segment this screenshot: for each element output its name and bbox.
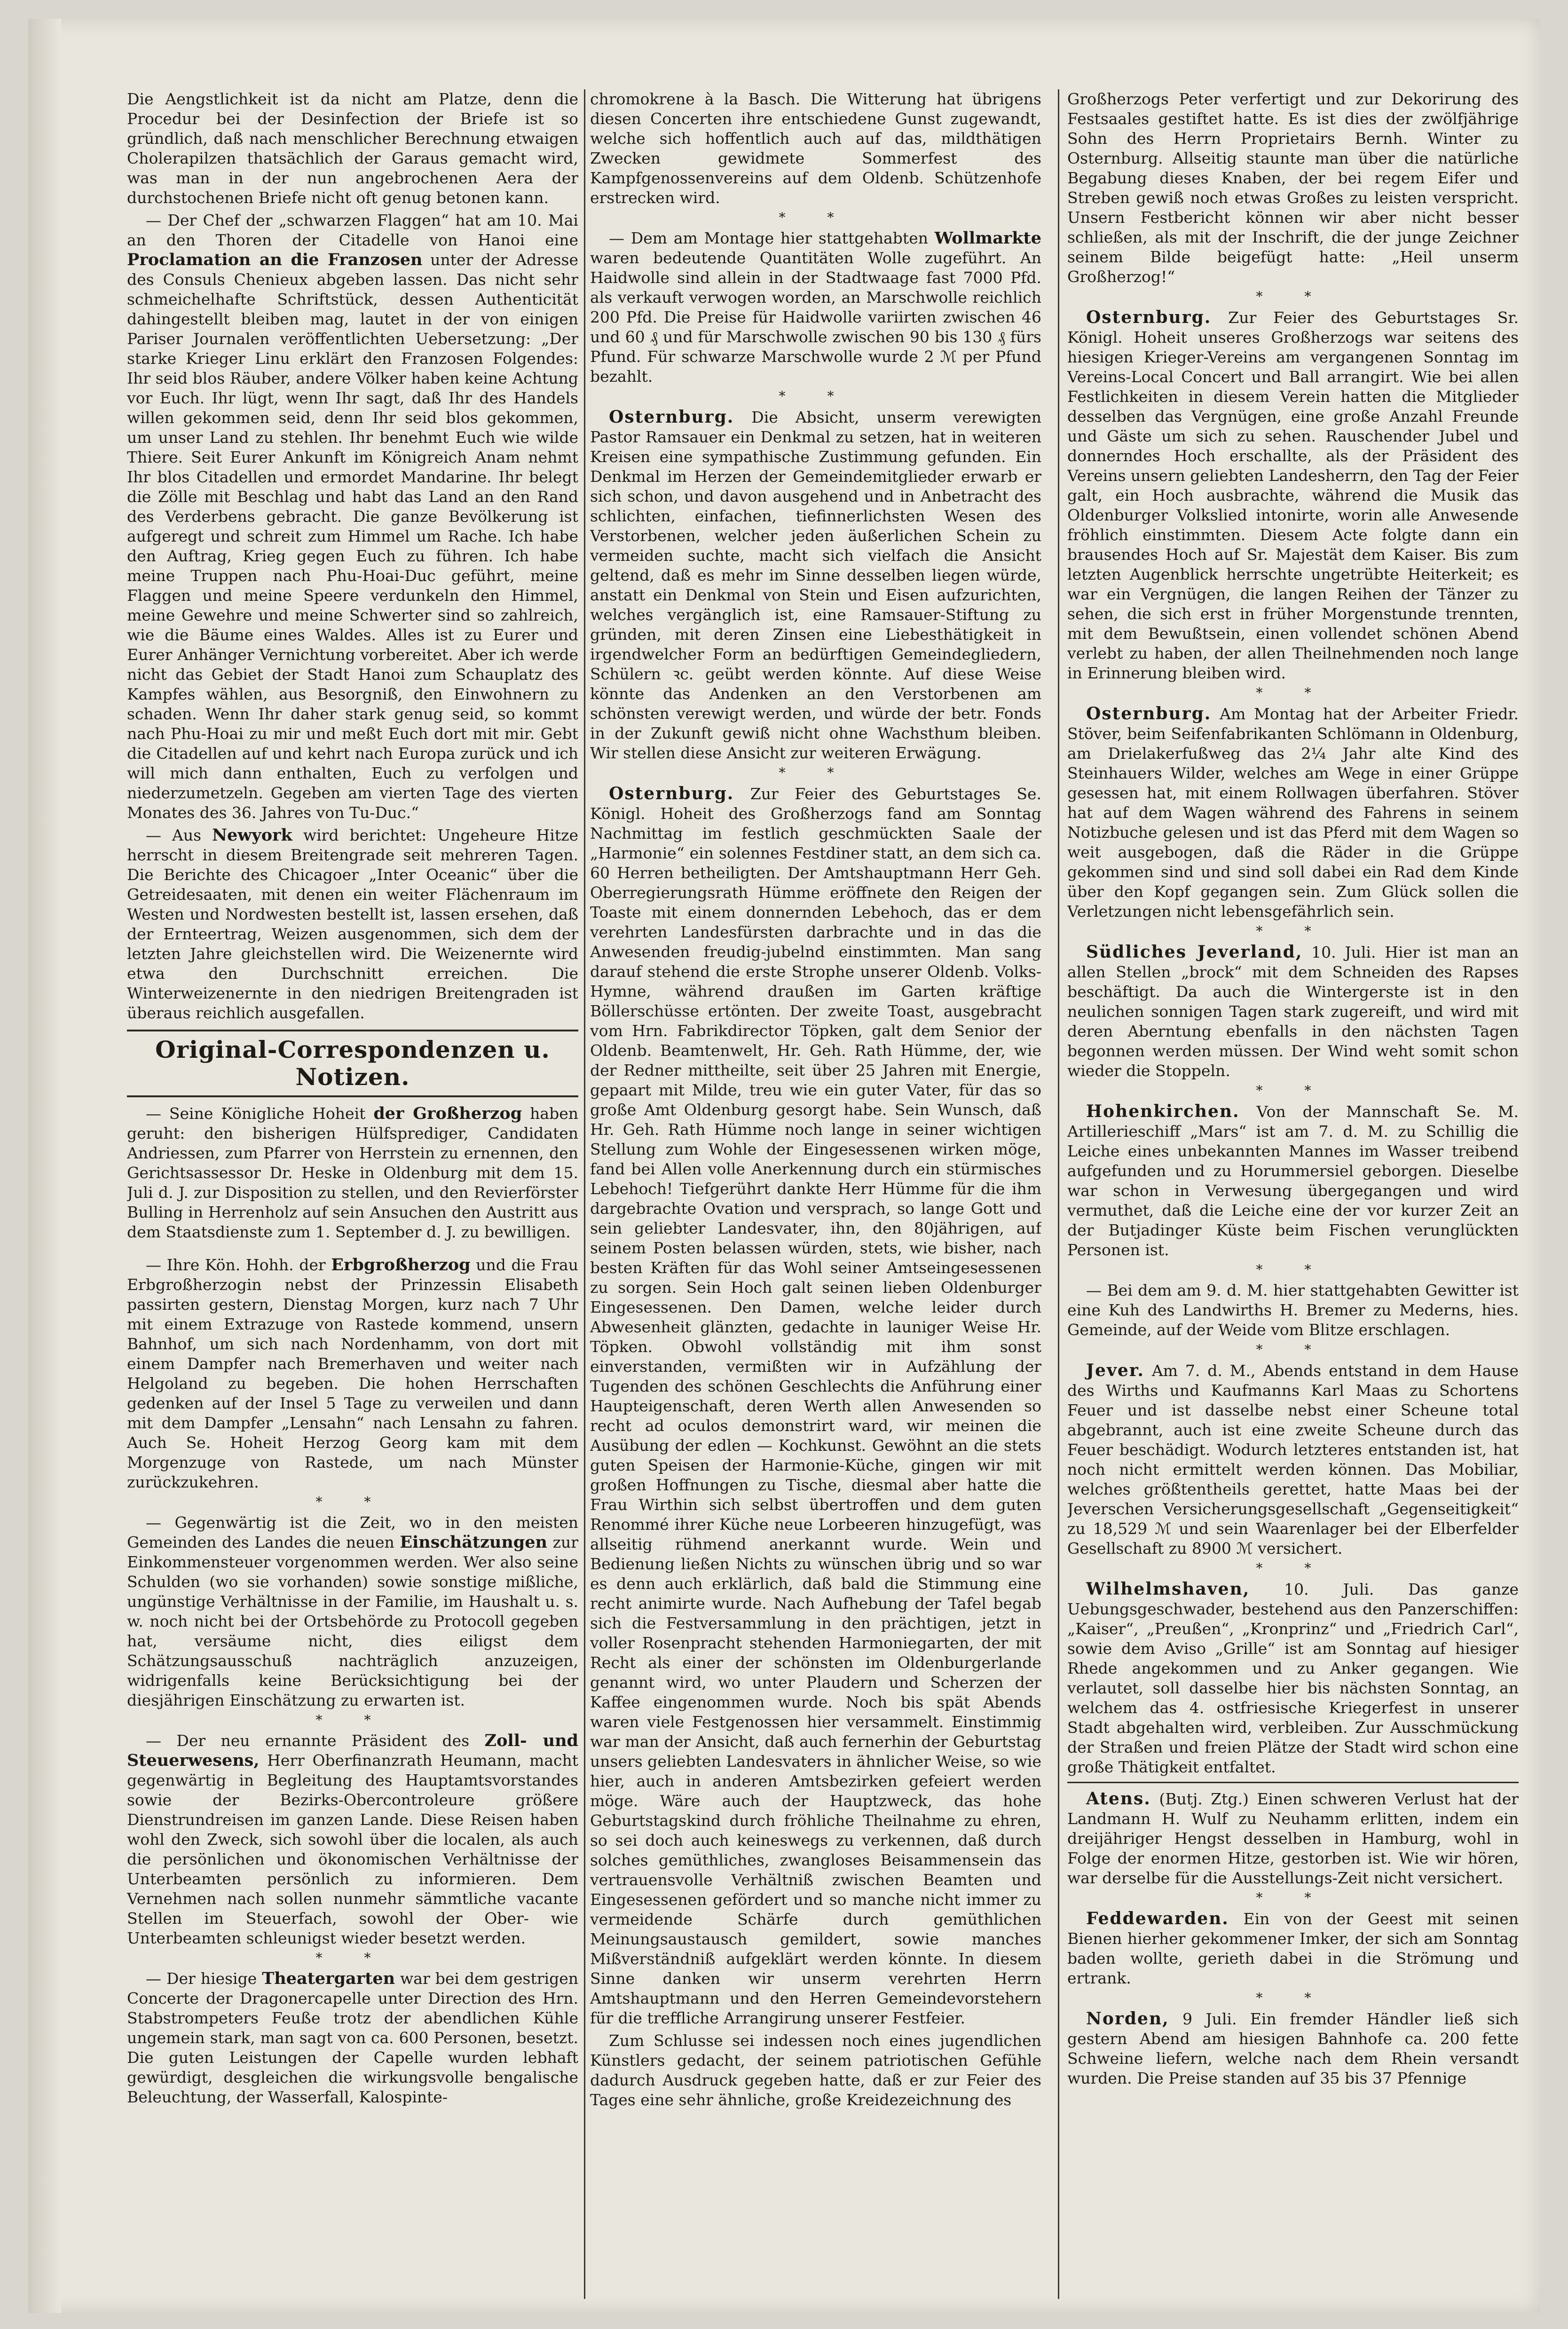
separator-stars: * * <box>315 1950 390 1966</box>
separator-stars: * * <box>1256 1560 1330 1576</box>
separator-stars: * * <box>1256 685 1330 700</box>
separator-stars: * * <box>1256 1262 1330 1277</box>
article-paragraph <box>1067 1102 1519 1260</box>
dateline: Atens. <box>1086 1789 1151 1809</box>
text-run: Zur Feier des Geburtstages Se. Königl. Hoheit des Großherzogs fand am Sonntag Nachmittag im festlich geschmückten Saale der „Harmonie“ ein solennes Festdiner statt, an dem sich ca. 60 Herren betheiligten. Der Amtshauptmann Herr Geh. Oberregierungsrath Hümme eröffnete den Reigen der Toaste mit einem donnernden Lebehoch, das er dem verehrten Landesfürsten darbrachte und in das die Anwesenden freudig-jubelnd einstimmten. Man sang darauf stehend die erste Strophe unserer Oldenb. Volks-Hymne, während draußen im Garten kräftige Böllerschüsse ertönten. Der zweite Toast, ausgebracht vom Hrn. Fabrikdirector Töpken, galt dem Senior der Oldenb. Beamtenwelt, Hr. Geh. Rath Hümme, der, wie der Redner mittheilte, seit über 25 Jahren mit Energie, gepaart mit Milde, treu wie ein guter Vater, für das so große Amt Oldenburg gesorgt habe. Sein Wunsch, daß Hr. Geh. Rath Hümme noch lange in seiner wichtigen Stellung zum Wohle der Eingesessenen wirken möge, fand bei Allen volle Anerkennung durch ein stürmisches Lebehoch! Tiefgerührt dankte Herr Hümme für die ihm dargebrachte Ovation und versprach, so lange Gott und sein geliebter Landesvater, ihn, den 80jährigen, auf seinem Posten belassen würden, stets, wie bisher, nach besten Kräften für das Wohl seiner Amtseingesessenen zu sorgen. Sein Hoch galt seinen lieben Oldenburger Eingesessenen. Den Damen, welche leider durch Abwesenheit glänzten, gedachte in launiger Weise Hr. Töpken. Obwohl vollständig mit ihm sonst einverstanden, vermißten wir in Aufzählung der Tugenden des schönen Geschlechts die Anführung einer Haupteigenschaft, deren Werth allen Anwesenden so recht ad oculos demonstrirt ward, wir meinen die Ausübung der edlen — Kochkunst. Gewöhnt an die stets guten Speisen der Harmonie-Küche, gingen wir mit großen Hoffnungen zu Tische, diesmal aber hatte die Frau Wirthin sich selbst übertroffen und dem guten Renommé ihrer Küche neue Lorbeeren hinzugefügt, was allseitig rühmend anerkannt wurde. Wein und Bedienung ließen Nichts zu wünschen übrig und so war es denn auch erklärlich, daß bald die Stimmung eine recht animirte wurde. Nach Aufhebung der Tafel begab sich die Festversammlung in den prächtigen, jetzt in voller Rosenpracht stehenden Harmoniegarten, der mit Recht als einer der schönsten im Oldenburgerlande genannt wird, wo unter Plaudern und Scherzen der Kaffee eingenommen wurde. Noch bis spät Abends waren viele Festgenossen hier versammelt. Einstimmig war man der Ansicht, daß auch fernerhin der Geburtstag unsers geliebten Landesvaters in ähnlicher Weise, so wie hier, auch in anderen Amtsbezirken gefeiert werden möge. Wäre auch der Hauptzweck, das hohe Geburtstagskind durch fröhliche Theilnahme zu ehren, so sei doch auch keineswegs zu verkennen, daß durch solches gemüthliches, zwangloses Beisammensein das vertrauensvolle Verhältniß zwischen Beamten und Eingesessenen gefördert und so manche nicht immer zu vermeidende Schärfe durch gemüthlichen Meinungsaustausch gemildert, sowie manches Mißverständniß aufgeklärt werden könnte. In diesem Sinne danken wir unserm verehrten Herrn Amtshauptmann und den Herren Gemeindevorstehern für die treffliche Arrangirung unserer Festfeier. <box>590 785 1041 2027</box>
article-paragraph: Die Aengstlichkeit ist da nicht am Platze, denn die Procedur bei der Desinfection der Briefe ist so gründlich, daß nach menschlicher Berechnung etwaigen Cholerapilzen thatsächlich der Garaus gemacht wird, was man in der nun angebrochenen Aera der durchstochenen Briefe nicht oft genug betonen kann. <box>127 90 578 207</box>
article-paragraph: chromokrene à la Basch. Die Witterung hat übrigens diesen Concerten ihre entschiedene Gunst zugewandt, welche sich hoffentlich auch auf das, mildthätigen Zwecken gewidmete Sommerfest des Kampfgenossenvereins auf dem Oldenb. Schützenhofe erstrecken wird. <box>590 90 1041 207</box>
headline-run: Einschätzungen <box>400 1533 547 1552</box>
dateline: Feddewarden. <box>1086 1909 1229 1928</box>
dateline: Norden, <box>1086 2009 1169 2029</box>
article-paragraph <box>127 1969 578 2107</box>
column-rule <box>1058 89 1059 2299</box>
article-paragraph <box>127 1104 578 1242</box>
text-run: — Der hiesige <box>146 1969 257 1988</box>
text-run: war bei dem gestrigen Concerte der Dragonercapelle unter Direction des Hrn. Stabstrompeters Feuße trotz der abendlichen Kühle ungemein stark, man sagt von ca. 600 Personen, besetzt. Die guten Leistungen der Capelle wurden lebhaft gewürdigt, desgleichen die wirkungsvolle bengalische Beleuchtung, der Wasserfall, Kalospinte- <box>127 1969 578 2106</box>
dateline: Osternburg. <box>609 784 734 803</box>
text-run: Herr Oberfinanzrath Heumann, macht gegenwärtig in Begleitung des Hauptamtsvorstandes sowie der Bezirks-Obercontroleure größere Dienstrundreisen im ganzen Lande. Diese Reisen haben wohl den Zweck, sich sowohl über die localen, als auch die persönlichen und ökonomischen Verhältnisse der Unterbeamten persönlich zu informieren. Dem Vernehmen nach sollen nunmehr sämmtliche vacante Stellen im Steuerfach, sowohl der Ober- wie Unterbeamten schleunigst wieder besetzt werden. <box>127 1751 578 1947</box>
headline-run: Zoll- und Steuerwesens, <box>127 1731 578 1770</box>
article-paragraph: Zum Schlusse sei indessen noch eines jugendlichen Künstlers gedacht, der seinem patriotischen Gefühle dadurch Ausdruck gegeben hatte, daß er zur Feier des Tages eine sehr ähnliche, große Kreidezeichnung des <box>590 2031 1041 2109</box>
section-heading: Original-Correspondenzen u. Notizen. <box>127 1030 578 1097</box>
text-run: zur Einkommensteuer vorgenommen werden. Wer also seine Schulden (wo sie vorhanden) sowie sonstige mißliche, ungünstige Verhältnisse in der Familie, im Haushalt u. s. w. noch nicht bei der Ortsbehörde zu Protocoll gegeben hat, versäume nicht, dies eiligst dem Schätzungsausschuß nachträglich anzuzeigen, widrigenfalls keine Berücksichtigung bei der diesjährigen Einschätzung zu erwarten ist. <box>127 1533 578 1709</box>
headline-run: Proclamation an die Franzosen <box>127 250 423 269</box>
text-run: — Gegenwärtig ist die Zeit, wo in den meisten Gemeinden des Landes die neuen <box>127 1513 578 1551</box>
text-run: und die Frau Erbgroßherzogin nebst der Prinzessin Elisabeth passirten gestern, Dienstag Morgen, kurz nach 7 Uhr mit einem Extrazuge von Rastede kommend, unsern Bahnhof, um sich nach Nordenhamm, von dort mit einem Dampfer nach Bremerhaven und weiter nach Helgoland zu begeben. Die hohen Herrschaften gedenken auf der Insel 5 Tage zu verweilen und dann mit dem Dampfer „Lensahn“ nach Lensahn zu fahren. Auch Se. Hoheit Herzog Georg kam mit dem Morgenzuge von Rastede, um nach Münster zurückzukehren. <box>127 1256 578 1491</box>
column-3 <box>1067 89 1519 2299</box>
article-paragraph: — Bei dem am 9. d. M. hier stattgehabten Gewitter ist eine Kuh des Landwirths H. Bremer zu Mederns, hies. Gemeinde, auf der Weide vom Blitze erschlagen. <box>1067 1281 1519 1339</box>
text-run: — Der Chef der „schwarzen Flaggen“ hat am 10. Mai an den Thoren der Citadelle von Hanoi eine <box>127 211 578 249</box>
dateline: Südliches Jeverland, <box>1086 942 1303 962</box>
text-run: — Dem am Montage hier stattgehabten <box>609 229 928 247</box>
separator-stars: * * <box>1256 923 1330 939</box>
article-paragraph <box>1067 1789 1519 1888</box>
article-paragraph <box>1067 2009 1519 2088</box>
text-run: — Seine Königliche Hoheit <box>146 1104 366 1123</box>
text-run: 10. Juli. Das ganze Uebungsgeschwader, bestehend aus den Panzerschiffen: „Kaiser“, „Preußen“, „Kronprinz“ und „Friedrich Carl“, sowie dem Aviso „Grille“ ist am Sonntag auf hiesiger Rhede angekommen und zu Anker gegangen. Wie verlautet, soll dasselbe hier bis nächsten Sonntag, an welchem das 4. ostfriesische Kriegerfest in unserer Stadt abgehalten wird, verbleiben. Zur Ausschmückung der Straßen und freien Plätze der Stadt wird schon eine große Thätigkeit entfaltet. <box>1067 1580 1519 1776</box>
article-paragraph <box>1067 307 1519 683</box>
article-paragraph <box>1067 1579 1519 1777</box>
separator-stars: * * <box>779 765 853 780</box>
dateline: Hohenkirchen. <box>1086 1102 1240 1121</box>
headline-run: Wollmarkte <box>934 228 1041 248</box>
article-paragraph <box>1067 1909 1519 1988</box>
text-run: Am 7. d. M., Abends entstand in dem Hause des Wirths und Kaufmanns Karl Maas zu Schortens Feuer und ist dasselbe nebst einer Scheune total abgebrannt, auch ist eine zweite Scheune durch das Feuer beschädigt. Wodurch letzteres entstanden ist, hat noch nicht ermittelt werden können. Das Mobiliar, welches größtentheils gerettet, hatte Maas bei der Jeverschen Versicherungsgesellschaft „Gegenseitigkeit“ zu 18,529 ℳ und sein Waarenlager bei der Elberfelder Gesellschaft zu 8900 ℳ versichert. <box>1067 1361 1519 1558</box>
text-run: haben geruht: den bisherigen Hülfsprediger, Candidaten Andriessen, zum Pfarrer von Herrstein zu ernennen, den Gerichtsassessor Dr. Heske in Oldenburg mit dem 15. Juli d. J. zur Disposition zu stellen, und den Revierförster Bulling in Herrenholz auf sein Ansuchen den Austritt aus dem Staatsdienste zum 1. September d. J. zu bewilligen. <box>127 1104 578 1241</box>
article-paragraph <box>1067 704 1519 921</box>
text-run: 9 Juli. Ein fremder Händler ließ sich gestern Abend am hiesigen Bahnhofe ca. 200 fette Schweine liefern, welche nach dem Rhein versandt wurden. Die Preise standen auf 35 bis 37 Pfennige <box>1067 2010 1519 2087</box>
text-run: Am Montag hat der Arbeiter Friedr. Stöver, beim Seifenfabrikanten Schlömann in Oldenburg, am Drielakerfußweg das 2¼ Jahr alte Kind des Steinhauers Wilder, welches am Wege in einer Grüppe gesessen hat, mit einem Rollwagen überfahren. Stöver hat auf dem Wagen während des Fahrens in seinem Notizbuche gelesen und ist das Pferd mit dem Wagen so weit ausgebogen, daß die Räder in die Grüppe gekommen sind und sind soll dabei ein Rad dem Kinde über den Kopf gegangen sein. Zum Glück sollen die Verletzungen nicht lebensgefährlich sein. <box>1067 705 1519 921</box>
article-paragraph: Großherzogs Peter verfertigt und zur Dekorirung des Festsaales gestiftet hatte. Es ist dies der zwölfjährige Sohn des Herrn Proprietairs Bernh. Winter zu Osternburg. Allseitig staunte man über die natürliche Begabung dieses Knaben, der bei regem Eifer und Streben gewiß noch etwas Großes zu leisten verspricht. Unsern Festbericht können wir aber nicht besser schließen, als mit der Inschrift, die der junge Zeichner seinem Bilde beigefügt hatte: „Heil unserm Großherzog!“ <box>1067 90 1519 286</box>
separator-stars: * * <box>1256 289 1330 304</box>
article-paragraph <box>590 228 1041 386</box>
article-paragraph <box>590 784 1041 2028</box>
dateline: Osternburg. <box>1086 704 1212 724</box>
text-run: unter der Adresse des Consuls Chenieux abgeben lassen. Das nicht sehr schmeichelhafte Schriftstück, dessen Authenticität dahingestellt bleiben mag, lautet in der von einigen Pariser Journalen veröffentlichten Uebersetzung: „Der starke Krieger Linu erklärt den Franzosen Folgendes: Ihr seid blos Räuber, andere Völker haben keine Achtung vor Euch. Ihr lügt, wenn Ihr sagt, daß Ihr des Handels willen gekommen seid, denn Ihr seid blos gekommen, um unser Land zu stehlen. Ihr benehmt Euch wie wilde Thiere. Seit Eurer Ankunft im Königreich Anam nehmt Ihr blos Citadellen und ermordet Mandarine. Ihr belegt die Zölle mit Beschlag und habt das Land an den Rand des Verderbens gebracht. Die ganze Bevölkerung ist aufgeregt und schreit zum Himmel um Rache. Ich habe den Auftrag, Krieg gegen Euch zu führen. Ich habe meine Truppen nach Phu-Hoai-Duc geführt, meine Flaggen und meine Speere verdunkeln den Himmel, meine Gewehre und meine Schwerter sind so zahlreich, wie die Bäume eines Waldes. Alles ist zu Eurer und Eurer Anhänger Vernichtung vorbereitet. Aber ich werde nicht das Gebiet der Stadt Hanoi zum Schauplatz des Kampfes wählen, aus Besorgniß, den Einwohnern zu schaden. Wenn Ihr daher stark genug seid, so kommt nach Phu-Hoai zu mir und meßt Euch dort mit mir. Gebt die Citadellen auf und kehrt nach Europa zurück und ich will mich dann enthalten, Euch zu verfolgen und niederzumetzeln. Gegeben am vierten Tage des vierten Monates des 36. Jahres von Tu-Duc.“ <box>127 251 578 822</box>
dateline: Osternburg. <box>1086 307 1212 327</box>
text-run: wird berichtet: Ungeheure Hitze herrscht in diesem Breitengrade seit mehreren Tagen. Die Berichte des Chicagoer „Inter Oceanic“ über die Getreidesaaten, mit denen ein weiter Flächenraum im Westen und Nordwesten bestellt ist, lassen ersehen, daß der Ernteertrag, Weizen ausgenommen, sich dem der letzten Jahre gleichstellen wird. Die Weizenernte wird etwa den Durchschnitt erreichen. Die Winterweizenernte in den niedrigen Breitengraden ist überaus reichlich ausgefallen. <box>127 826 578 1022</box>
article-paragraph <box>127 211 578 823</box>
text-run: Ein von der Geest mit seinen Bienen hierher gekommener Imker, der sich am Sonntag baden wollte, gerieth dabei in die Strömung und ertrank. <box>1067 1910 1519 1987</box>
headline-run: Erbgroßherzog <box>331 1255 471 1275</box>
text-run: — Ihre Kön. Hohh. der <box>146 1256 326 1274</box>
separator-stars: * * <box>779 210 853 225</box>
separator-stars: * * <box>1256 1890 1330 1905</box>
column-2 <box>590 89 1041 2299</box>
text-run: — Der neu ernannte Präsident des <box>146 1731 470 1750</box>
headline-run: Theatergarten <box>262 1969 395 1988</box>
article-paragraph <box>1067 1361 1519 1558</box>
text-run: Zur Feier des Geburtstages Sr. Königl. Hoheit unseres Großherzogs war seitens des hiesigen Krieger-Vereins am vergangenen Sonntag im Vereins-Local Concert und Ball arrangirt. Wie bei allen Festlichkeiten in diesem Verein hatten die Mitglieder desselben das Vergnügen, eine große Anzahl Freunde und Gäste um sich zu sehen. Rauschender Jubel und donnerndes Hoch erschallte, als der Präsident des Vereins unsern geliebten Landesherrn, den Tag der Feier galt, ein Hoch ausbrachte, während die Musik das Oldenburger Volkslied intonirte, worin alle Anwesende fröhlich einstimmten. Diesem Acte folgte dann ein brausendes Hoch auf Sr. Majestät dem Kaiser. Bis zum letzten Augenblick herrschte ungetrübte Heiterkeit; es war ein Vergnügen, die langen Reihen der Tänzer zu sehen, die sich erst in früher Morgenstunde trennten, mit dem Bewußtsein, einen vollendet schönen Abend verlebt zu haben, der allen Theilnehmenden noch lange in Erinnerung bleiben wird. <box>1067 308 1519 682</box>
separator-stars: * * <box>315 1712 390 1728</box>
separator-stars: * * <box>1256 1083 1330 1098</box>
separator-stars: * * <box>1256 1990 1330 2006</box>
article-paragraph <box>1067 942 1519 1081</box>
headline-run: Newyork <box>212 826 292 845</box>
column-rule <box>584 89 585 2299</box>
separator-stars: * * <box>315 1494 390 1510</box>
article-paragraph <box>127 1255 578 1492</box>
article-paragraph <box>127 1513 578 1710</box>
horizontal-rule <box>1067 1782 1519 1783</box>
separator-stars: * * <box>1256 1342 1330 1357</box>
article-paragraph <box>127 1731 578 1948</box>
text-run: Von der Mannschaft Se. M. Artillerieschiff „Mars“ ist am 7. d. M. zu Schillig die Leiche eines unbekannten Mannes im Wasser treibend aufgefunden und zu Horummersiel geborgen. Dieselbe war schon in Verwesung übergegangen und wird vermuthet, daß die Leiche eine der vor kurzer Zeit an der Butjadinger Küste beim Fischen verunglückten Personen ist. <box>1067 1102 1519 1259</box>
article-paragraph <box>590 407 1041 763</box>
dateline: Osternburg. <box>609 407 734 427</box>
newspaper-page <box>28 19 1540 2313</box>
column-1 <box>127 89 578 2299</box>
text-run: — Aus <box>146 826 202 844</box>
dateline: Jever. <box>1086 1361 1144 1380</box>
text-run: (Butj. Ztg.) Einen schweren Verlust hat der Landmann H. Wulf zu Neuhamm erlitten, indem ein dreijähriger Hengst desselben in Hamburg, wohl in Folge der enormen Hitze, gestorben ist. Wie wir hören, war derselbe für die Ausstellungs-Zeit nicht versichert. <box>1067 1790 1519 1887</box>
text-run: 10. Juli. Hier ist man an allen Stellen „brock“ mit dem Schneiden des Rapses beschäftigt. Da auch die Wintergerste ist in den neulichen sonnigen Tagen stark zugereift, und wird mit deren Aberntung ebenfalls in den nächsten Tagen begonnen werden müssen. Der Wind weht somit schon wieder die Stoppeln. <box>1067 943 1519 1080</box>
separator-stars: * * <box>779 388 853 404</box>
page-edge-shadow <box>28 19 61 2313</box>
headline-run: der Großherzog <box>373 1104 522 1123</box>
article-paragraph <box>127 826 578 1023</box>
dateline: Wilhelmshaven, <box>1086 1579 1250 1599</box>
text-run: waren bedeutende Quantitäten Wolle zugeführt. An Haidwolle sind allein in der Stadtwaage fast 7000 Pfd. als verkauft verwogen worden, an Marschwolle reichlich 200 Pfd. Die Preise für Haidwolle variirten zwischen 46 und 60 ₰ und für Marschwolle zwischen 90 bis 130 ₰ fürs Pfund. Für schwarze Marschwolle wurde 2 ℳ per Pfund bezahlt. <box>590 249 1041 386</box>
text-run: Die Absicht, unserm verewigten Pastor Ramsauer ein Denkmal zu setzen, hat in weiteren Kreisen eine sympathische Zustimmung gefunden. Ein Denkmal im Herzen der Gemeindemitglieder erwarb er sich schon, und davon ausgehend und in Anbetracht des schlichten, einfachen, tiefinnerlichsten Wesen des Verstorbenen, welcher jeden äußerlichen Schein zu vermeiden suchte, macht sich vielfach die Ansicht geltend, daß es mehr im Sinne desselben liegen würde, anstatt ein Denkmal von Stein und Eisen aufzurichten, welches vergänglich ist, eine Ramsauer-Stiftung zu gründen, mit deren Zinsen eine Liebesthätigkeit in irgendwelcher Form an bedürftigen Gemeindegliedern, Schülern ꝛc. geübt werden könnte. Auf diese Weise könnte das Andenken an den Verstorbenen am schönsten verewigt werden, und würde der betr. Fonds in der Zukunft gewiß nicht ohne Wachsthum bleiben. Wir stellen diese Ansicht zur weiteren Erwägung. <box>590 408 1041 762</box>
